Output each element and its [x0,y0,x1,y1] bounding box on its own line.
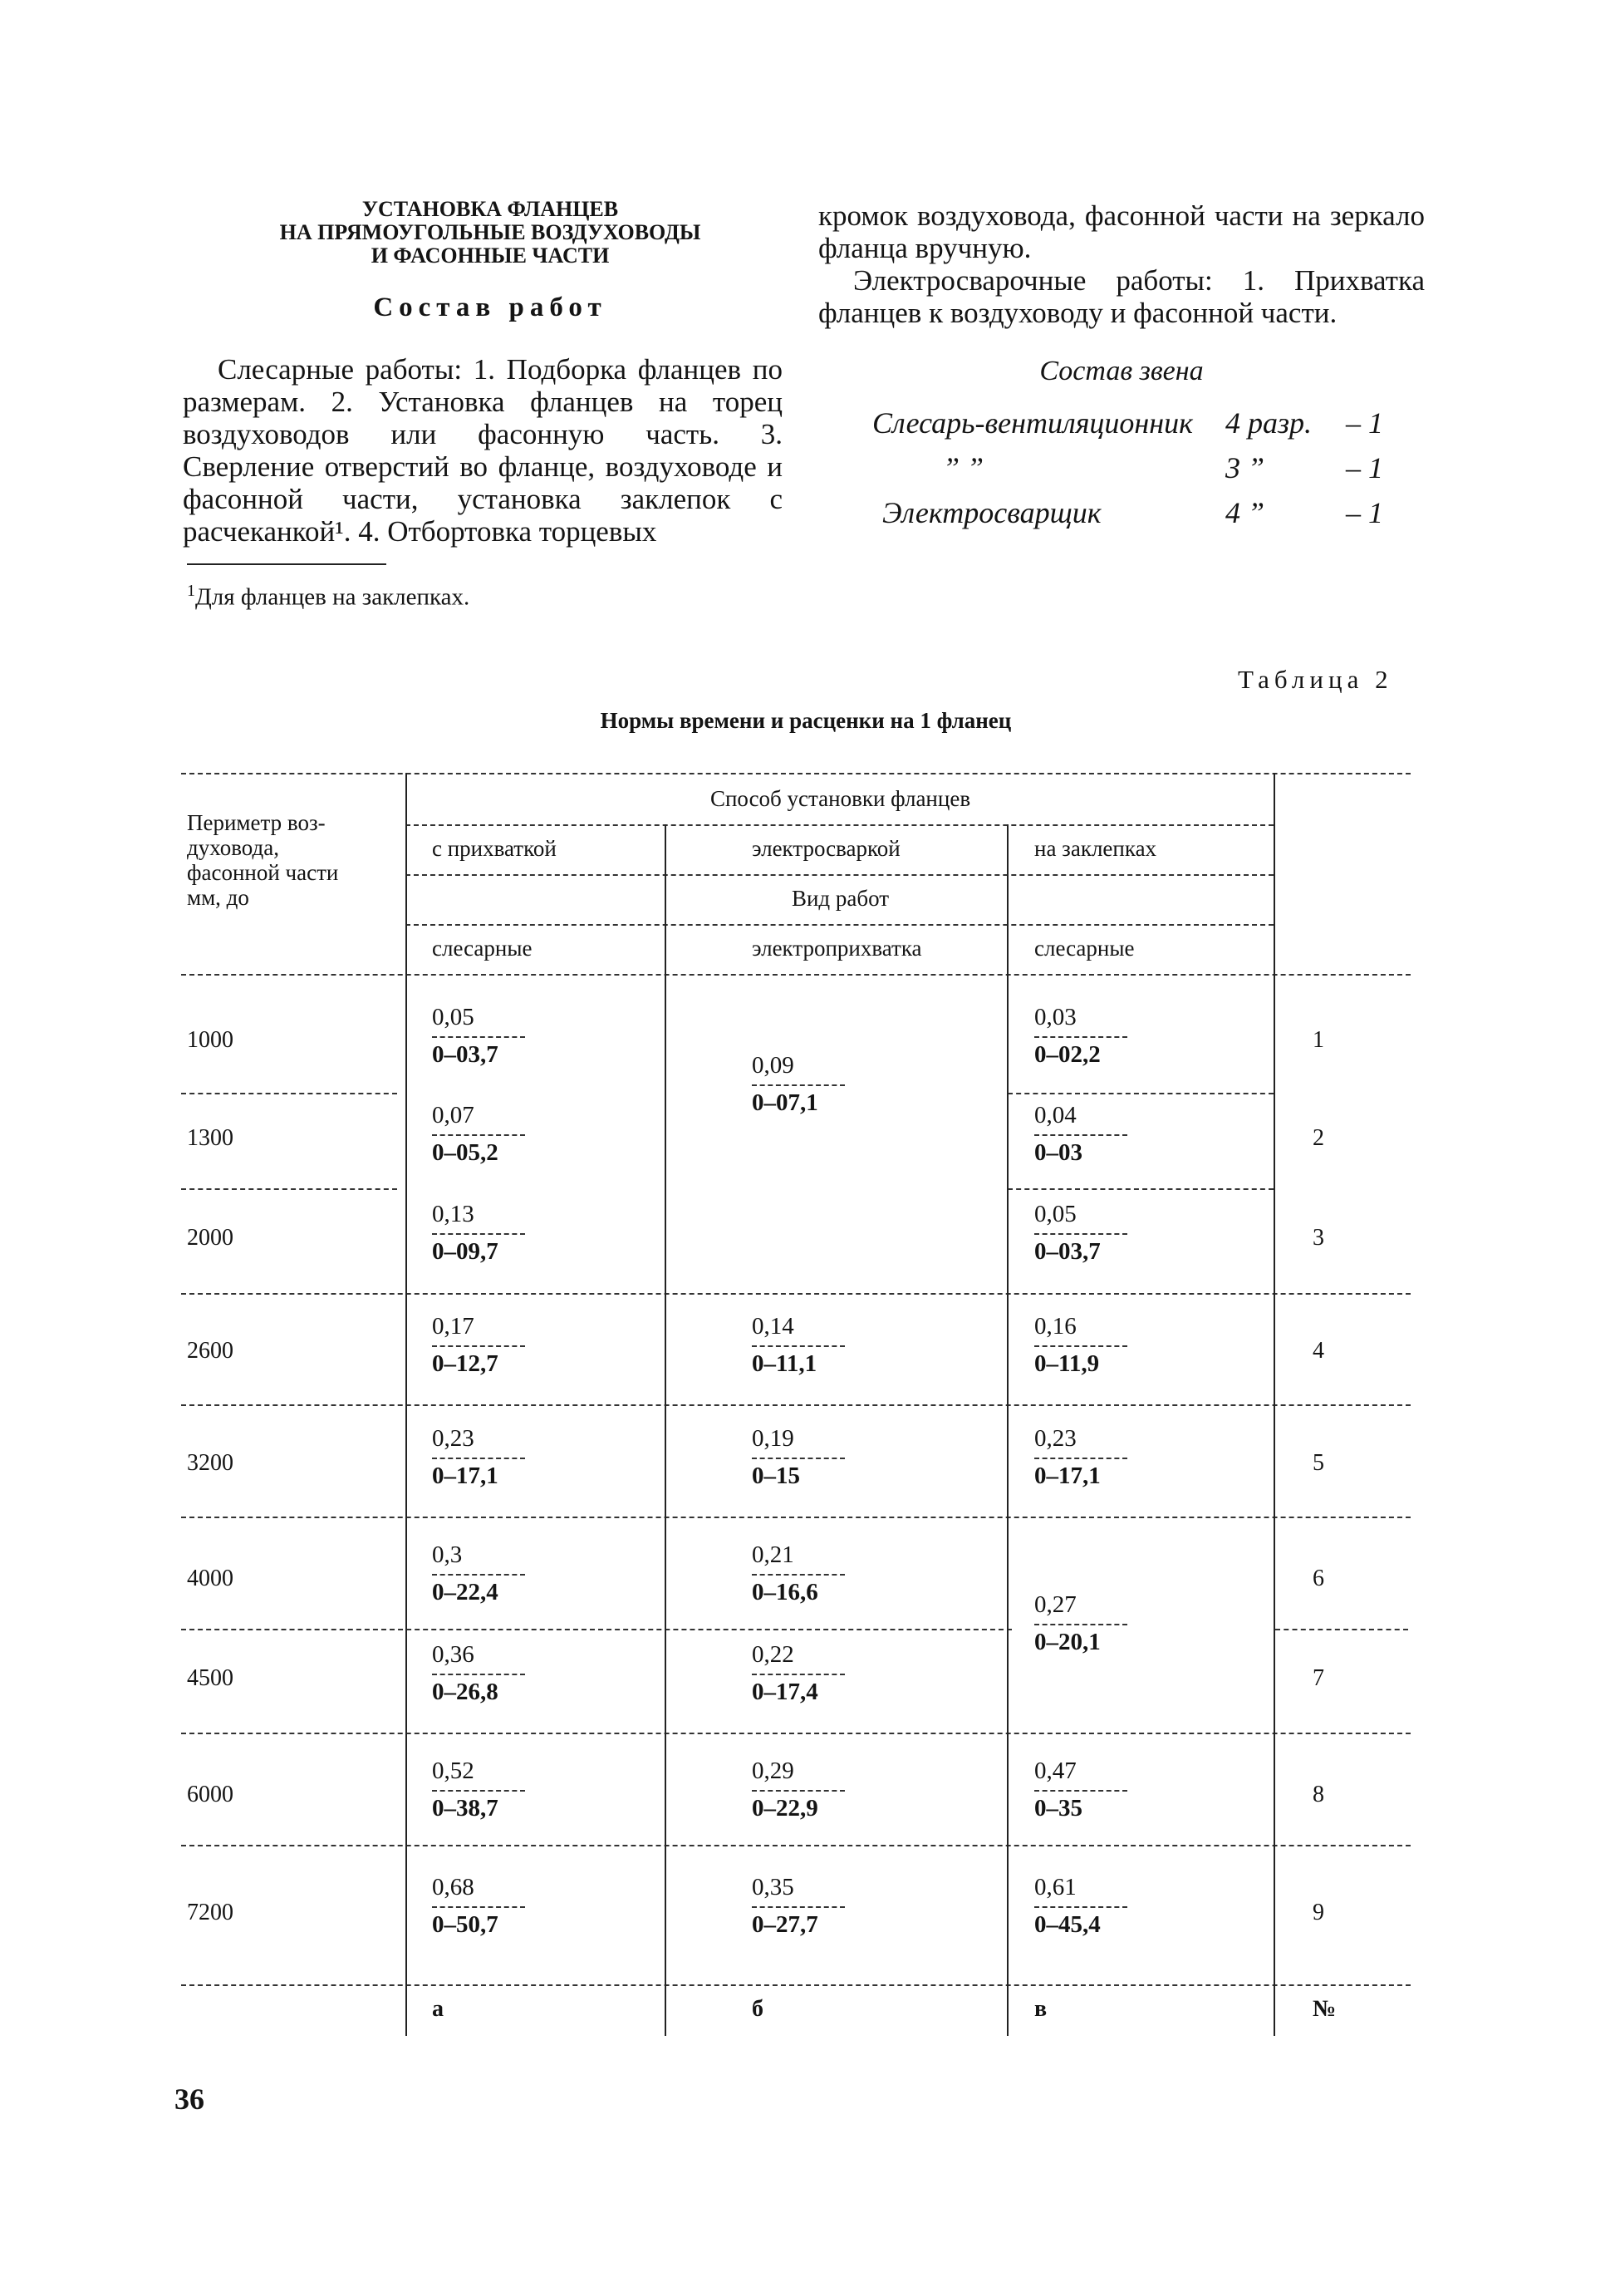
norm-cell-b-merged [752,1052,852,1117]
crew-name: ” ” [943,451,984,484]
fraction-bar [432,1790,525,1792]
row-number: 2 [1313,1125,1324,1151]
perimeter-cell: 1300 [187,1125,233,1151]
row-number: 9 [1313,1900,1324,1925]
footnote-text: Для фланцев на заклепках. [195,583,470,611]
norm-time: 0,47 [1034,1758,1077,1784]
crew-list [872,406,1412,540]
footnote-mark: 1 [187,582,195,600]
heading-line-3: И ФАСОННЫЕ ЧАСТИ [371,243,610,268]
row-rule [181,1293,1411,1295]
column-letter-b: б [752,1996,763,2022]
norm-price: 0–03,7 [432,1041,498,1068]
crew-count: – 1 [1346,451,1383,484]
column-number-sign: № [1313,1996,1337,2022]
header-method-3: на заклепках [1034,836,1157,861]
row-rule [181,1517,1411,1518]
row-rule [181,1629,1012,1630]
column-letter-a: а [432,1996,444,2022]
norm-time: 0,19 [752,1425,794,1452]
norm-time: 0,21 [752,1541,794,1568]
row-rule [181,1845,1411,1846]
header-perimeter-line: мм, до [187,885,249,910]
fraction-bar [752,1574,845,1576]
perimeter-cell: 6000 [187,1782,233,1807]
heading-line-1: УСТАНОВКА ФЛАНЦЕВ [361,197,619,221]
norm-price: 0–03 [1034,1139,1082,1166]
header-rule [405,824,1274,826]
right-paragraph-1: кромок воздуховода, фасонной части на зеркало фланца вручную. [818,199,1425,264]
norm-time: 0,05 [432,1004,474,1030]
crew-title: Состав звена [1039,356,1204,386]
norm-price: 0–22,9 [752,1795,818,1822]
norm-cell-v [1034,1102,1134,1167]
header-rule [405,874,1274,876]
norm-time: 0,03 [1034,1004,1077,1030]
header-perimeter-line: фасонной части [187,860,339,885]
row-rule [181,1404,1411,1406]
norm-time: 0,52 [432,1758,474,1784]
norm-time: 0,36 [432,1641,474,1668]
row-rule [1275,1629,1408,1630]
crew-row [872,450,1412,495]
column-rule [405,773,407,2036]
norm-cell-v [1034,1425,1134,1490]
header-work-1: слесарные [432,936,533,961]
column-rule [665,974,666,2036]
fraction-bar [752,1084,845,1086]
row-number: 4 [1313,1338,1324,1364]
row-number: 7 [1313,1665,1324,1691]
norm-price: 0–09,7 [432,1238,498,1265]
row-rule [181,1188,397,1190]
fraction-bar [432,1906,525,1908]
perimeter-cell: 4000 [187,1566,233,1591]
norm-time: 0,61 [1034,1874,1077,1900]
crew-grade: 3 ” [1225,451,1265,484]
crew-grade: 4 разр. [1225,406,1313,440]
fraction-bar [1034,1233,1127,1235]
perimeter-cell: 4500 [187,1665,233,1691]
norm-time: 0,35 [752,1874,794,1900]
norm-price: 0–38,7 [432,1795,498,1822]
norm-cell-b [752,1425,852,1490]
perimeter-cell: 3200 [187,1450,233,1476]
header-perimeter [187,810,338,910]
fraction-bar [752,1674,845,1675]
norm-time: 0,23 [1034,1425,1077,1452]
fraction-bar [1034,1134,1127,1136]
norm-cell-a [432,1004,532,1069]
norm-time: 0,17 [432,1313,474,1340]
column-rule [1007,974,1009,2036]
norm-cell-v [1034,1313,1134,1378]
norm-time: 0,3 [432,1541,463,1568]
page-number: 36 [174,2082,204,2116]
norm-cell-a [432,1874,532,1939]
norm-cell-v [1034,1004,1134,1069]
norm-time: 0,27 [1034,1591,1077,1618]
fraction-bar [432,1134,525,1136]
norm-cell-b [752,1874,852,1939]
crew-grade: 4 ” [1225,496,1265,529]
fraction-bar [432,1574,525,1576]
perimeter-cell: 2600 [187,1338,233,1364]
crew-name: Слесарь-вентиляционник [872,406,1193,440]
norm-time: 0,05 [1034,1201,1077,1227]
norm-cell-v [1034,1201,1134,1266]
crew-count: – 1 [1346,406,1383,440]
fraction-bar [1034,1790,1127,1792]
norm-time: 0,22 [752,1641,794,1668]
norm-time: 0,16 [1034,1313,1077,1340]
norm-price: 0–02,2 [1034,1041,1101,1068]
norm-price: 0–45,4 [1034,1911,1101,1938]
row-rule [1008,1188,1274,1190]
left-paragraph: Слесарные работы: 1. Подборка фланцев по размерам. 2. Установка фланцев на торец воздуховодов или фасонную часть. 3. Сверление отверстий во фланце, воздуховоде и фасонной части, установка заклепок с расчеканкой¹. 4. Отбортовка торцевых [183,353,783,548]
perimeter-cell: 7200 [187,1900,233,1925]
norm-cell-b [752,1541,852,1606]
right-column [818,199,1425,329]
norm-price: 0–07,1 [752,1089,818,1116]
fraction-bar [1034,1345,1127,1347]
header-bottom-rule [181,974,1411,976]
norm-price: 0–17,4 [752,1679,818,1705]
table-top-rule [181,773,1411,774]
norm-price: 0–20,1 [1034,1629,1101,1655]
norm-cell-a [432,1201,532,1266]
norm-time: 0,14 [752,1313,794,1340]
norm-price: 0–15 [752,1463,800,1489]
row-number: 1 [1313,1027,1324,1053]
norm-price: 0–27,7 [752,1911,818,1938]
header-rule [405,924,1274,926]
fraction-bar [432,1674,525,1675]
norm-time: 0,23 [432,1425,474,1452]
norm-price: 0–16,6 [752,1579,818,1605]
norm-time: 0,09 [752,1052,794,1079]
fraction-bar [432,1345,525,1347]
row-number: 6 [1313,1566,1324,1591]
norm-cell-v-merged [1034,1591,1134,1656]
header-perimeter-line: духовода, [187,835,279,860]
norm-cell-a [432,1313,532,1378]
section-heading [183,198,798,268]
norm-cell-v [1034,1874,1134,1939]
norm-time: 0,07 [432,1102,474,1128]
norm-time: 0,04 [1034,1102,1077,1128]
row-rule [1008,1093,1274,1094]
row-number: 8 [1313,1782,1324,1807]
norm-cell-a [432,1641,532,1706]
fraction-bar [432,1036,525,1038]
crew-row [872,406,1412,450]
norm-price: 0–03,7 [1034,1238,1101,1265]
norm-cell-b [752,1758,852,1822]
header-work-type: Вид работ [791,886,890,911]
norm-price: 0–35 [1034,1795,1082,1822]
fraction-bar [752,1345,845,1347]
norm-cell-a [432,1541,532,1606]
norm-price: 0–22,4 [432,1579,498,1605]
norm-price: 0–26,8 [432,1679,498,1705]
norm-cell-a [432,1758,532,1822]
fraction-bar [1034,1036,1127,1038]
crew-row [872,495,1412,540]
norm-time: 0,13 [432,1201,474,1227]
norm-time: 0,29 [752,1758,794,1784]
header-work-2: электроприхватка [752,936,922,961]
table-title: Нормы времени и расценки на 1 фланец [600,708,1012,733]
norm-cell-b [752,1641,852,1706]
fraction-bar [432,1233,525,1235]
crew-count: – 1 [1346,496,1383,529]
norm-cell-v [1034,1758,1134,1822]
row-number: 3 [1313,1225,1324,1251]
fraction-bar [752,1458,845,1459]
norm-price: 0–17,1 [432,1463,498,1489]
footnote-rule [187,563,386,565]
table-label: Таблица 2 [1238,665,1393,694]
norm-price: 0–05,2 [432,1139,498,1166]
fraction-bar [752,1790,845,1792]
crew-name: Электросварщик [882,496,1102,529]
norm-cell-a [432,1102,532,1167]
heading-line-2: НА ПРЯМОУГОЛЬНЫЕ ВОЗДУХОВОДЫ [279,220,701,244]
column-rule [1274,773,1275,2036]
norm-price: 0–17,1 [1034,1463,1101,1489]
footnote [187,582,469,612]
table-bottom-rule [181,1984,1411,1986]
row-rule [181,1093,397,1094]
header-method-1: с прихваткой [432,836,557,861]
norm-price: 0–12,7 [432,1350,498,1377]
norm-cell-a [432,1425,532,1490]
header-perimeter-line: Периметр воз- [187,810,326,835]
fraction-bar [1034,1906,1127,1908]
column-letter-v: в [1034,1996,1048,2022]
header-method-2: электросваркой [752,836,901,861]
header-work-3: слесарные [1034,936,1135,961]
norm-time: 0,68 [432,1874,474,1900]
right-paragraph-2: Электросварочные работы: 1. Прихватка фланцев к воздуховоду и фасонной части. [818,264,1425,329]
fraction-bar [1034,1624,1127,1625]
sostav-rabot-title: Состав работ [373,293,607,322]
row-rule [181,1733,1411,1734]
row-number: 5 [1313,1450,1324,1476]
norm-price: 0–11,1 [752,1350,817,1377]
perimeter-cell: 2000 [187,1225,233,1251]
perimeter-cell: 1000 [187,1027,233,1053]
header-method: Способ установки фланцев [709,786,971,811]
fraction-bar [1034,1458,1127,1459]
norm-price: 0–11,9 [1034,1350,1100,1377]
norm-cell-b [752,1313,852,1378]
fraction-bar [432,1458,525,1459]
fraction-bar [752,1906,845,1908]
norm-price: 0–50,7 [432,1911,498,1938]
